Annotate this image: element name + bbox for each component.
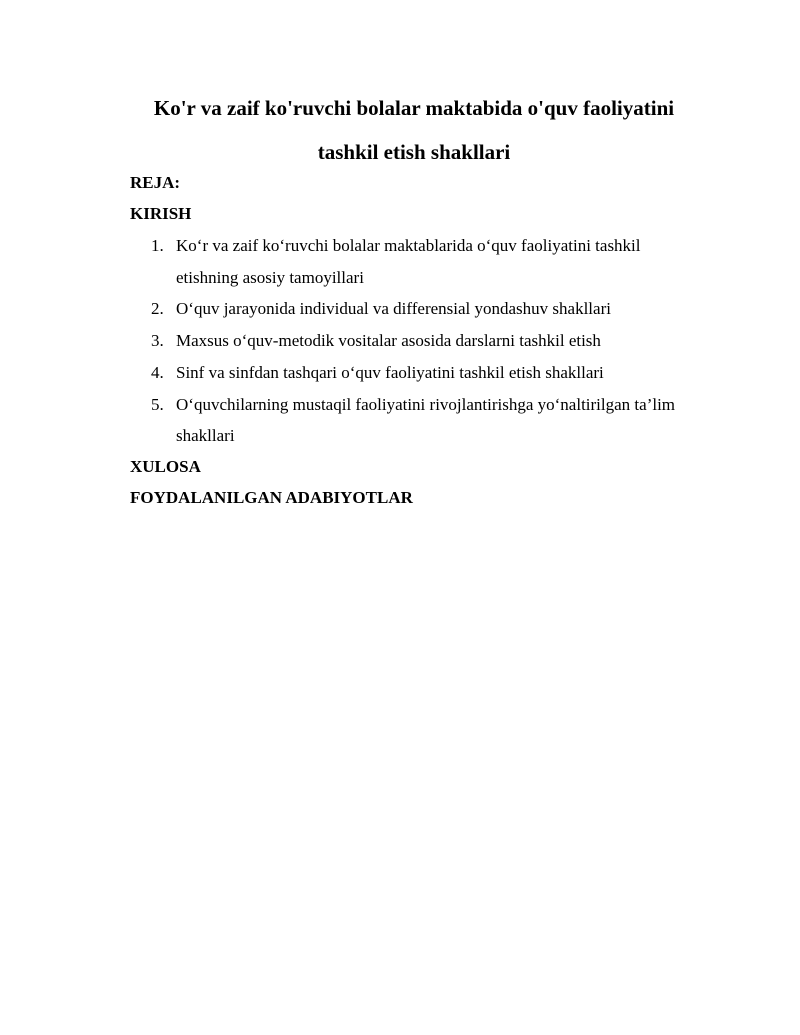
plan-item-number: 1. bbox=[151, 236, 164, 255]
plan-item-text: Maxsus o‘quv-metodik vositalar asosida darslarni tashkil etish bbox=[176, 331, 601, 351]
title-line-1: Ko'r va zaif ko'ruvchi bolalar maktabida o'quv faoliyatini bbox=[153, 96, 675, 120]
plan-item-number: 2. bbox=[151, 299, 164, 319]
plan-item-text: Ko‘r va zaif ko‘ruvchi bolalar maktablarida o‘quv faoliyatini tashkil etishning asosiy tamoyillari bbox=[176, 236, 641, 287]
xulosa-heading: XULOSA bbox=[130, 457, 201, 476]
plan-list bbox=[130, 230, 690, 452]
plan-item-text: O‘quv jarayonida individual va differensial yondashuv shakllari bbox=[176, 299, 611, 319]
references-heading: FOYDALANILGAN ADABIYOTLAR bbox=[130, 488, 413, 507]
kirish-heading: KIRISH bbox=[130, 204, 192, 223]
plan-item-text: O‘quvchilarning mustaqil faoliyatini rivojlantirishga yo‘naltirilgan ta’lim shakllari bbox=[176, 394, 676, 446]
document-title bbox=[100, 86, 728, 174]
plan-item-number: 3. bbox=[151, 331, 164, 351]
plan-item-number: 4. bbox=[151, 362, 164, 382]
plan-item-3 bbox=[130, 325, 690, 357]
plan-item-text: Sinf va sinfdan tashqari o‘quv faoliyatini tashkil etish shakllari bbox=[176, 362, 604, 382]
title-line-2: tashkil etish shakllari bbox=[317, 140, 511, 164]
plan-item-4 bbox=[130, 357, 690, 389]
plan-item-1 bbox=[130, 230, 690, 293]
plan-item-2 bbox=[130, 293, 690, 325]
plan-item-number: 5. bbox=[151, 394, 164, 414]
plan-item-5 bbox=[130, 389, 690, 452]
reja-heading: REJA: bbox=[130, 173, 181, 192]
